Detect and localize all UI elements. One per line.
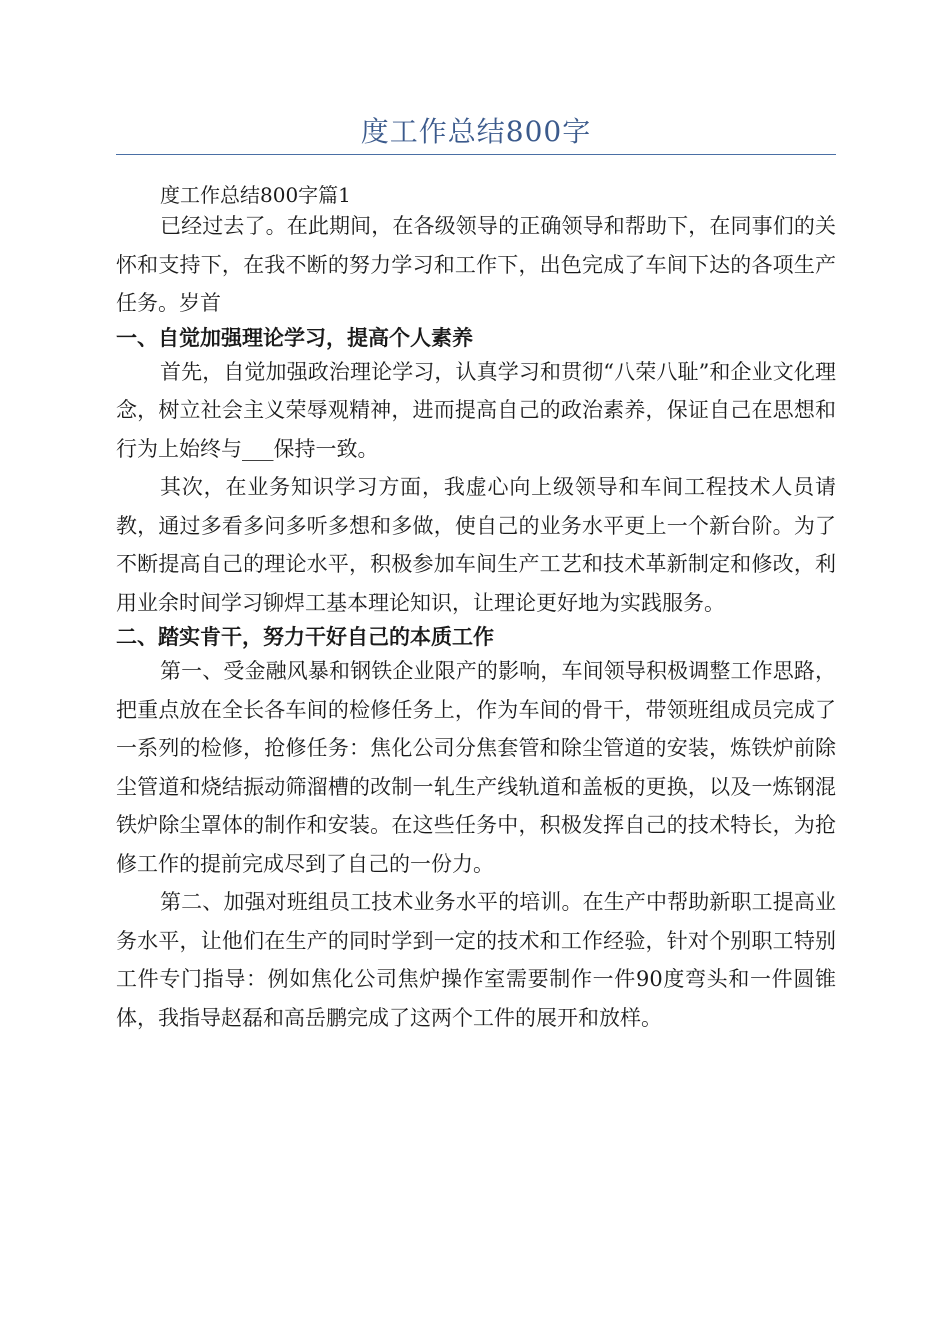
title-underline xyxy=(116,154,836,155)
document-subtitle: 度工作总结800字篇1 xyxy=(160,183,351,207)
document-title: 度工作总结800字 xyxy=(360,115,592,148)
section2-paragraph-1: 第一、受金融风暴和钢铁企业限产的影响，车间领导积极调整工作思路，把重点放在全长各车间的检修任务上，作为车间的骨干，带领班组成员完成了一系列的检修，抢修任务：焦化公司分焦套管和除尘管道的安装，炼铁炉前除尘管道和烧结振动筛溜槽的改制一轧生产线轨道和盖板的更换，以及一炼钢混铁炉除尘罩体的制作和安装。在这些任务中，积极发挥自己的技术特长，为抢修工作的提前完成尽到了自己的一份力。 xyxy=(116,659,836,876)
section1-paragraph-2: 其次，在业务知识学习方面，我虚心向上级领导和车间工程技术人员请教，通过多看多问多听多想和多做，使自己的业务水平更上一个新台阶。为了不断提高自己的理论水平，积极参加车间生产工艺和技术革新制定和修改，利用业余时间学习铆焊工基本理论知识，让理论更好地为实践服务。 xyxy=(116,475,836,615)
section-heading-1: 一、自觉加强理论学习，提高个人素养 xyxy=(116,325,473,350)
section1-paragraph-1: 首先，自觉加强政治理论学习，认真学习和贯彻“八荣八耻”和企业文化理念，树立社会主义荣辱观精神，进而提高自己的政治素养，保证自己在思想和行为上始终与___保持一致。 xyxy=(116,359,836,461)
document-page xyxy=(116,0,836,1037)
intro-paragraph: 已经过去了。在此期间，在各级领导的正确领导和帮助下，在同事们的关怀和支持下，在我不断的努力学习和工作下，出色完成了车间下达的各项生产任务。岁首 xyxy=(116,214,836,315)
section-heading-2: 二、踏实肯干，努力干好自己的本质工作 xyxy=(116,625,494,649)
section2-paragraph-2: 第二、加强对班组员工技术业务水平的培训。在生产中帮助新职工提高业务水平，让他们在生产的同时学到一定的技术和工作经验，针对个别职工特别工件专门指导：例如焦化公司焦炉操作室需要制作一件90度弯头和一件圆锥体，我指导赵磊和高岳鹏完成了这两个工件的展开和放样。 xyxy=(116,890,836,1030)
